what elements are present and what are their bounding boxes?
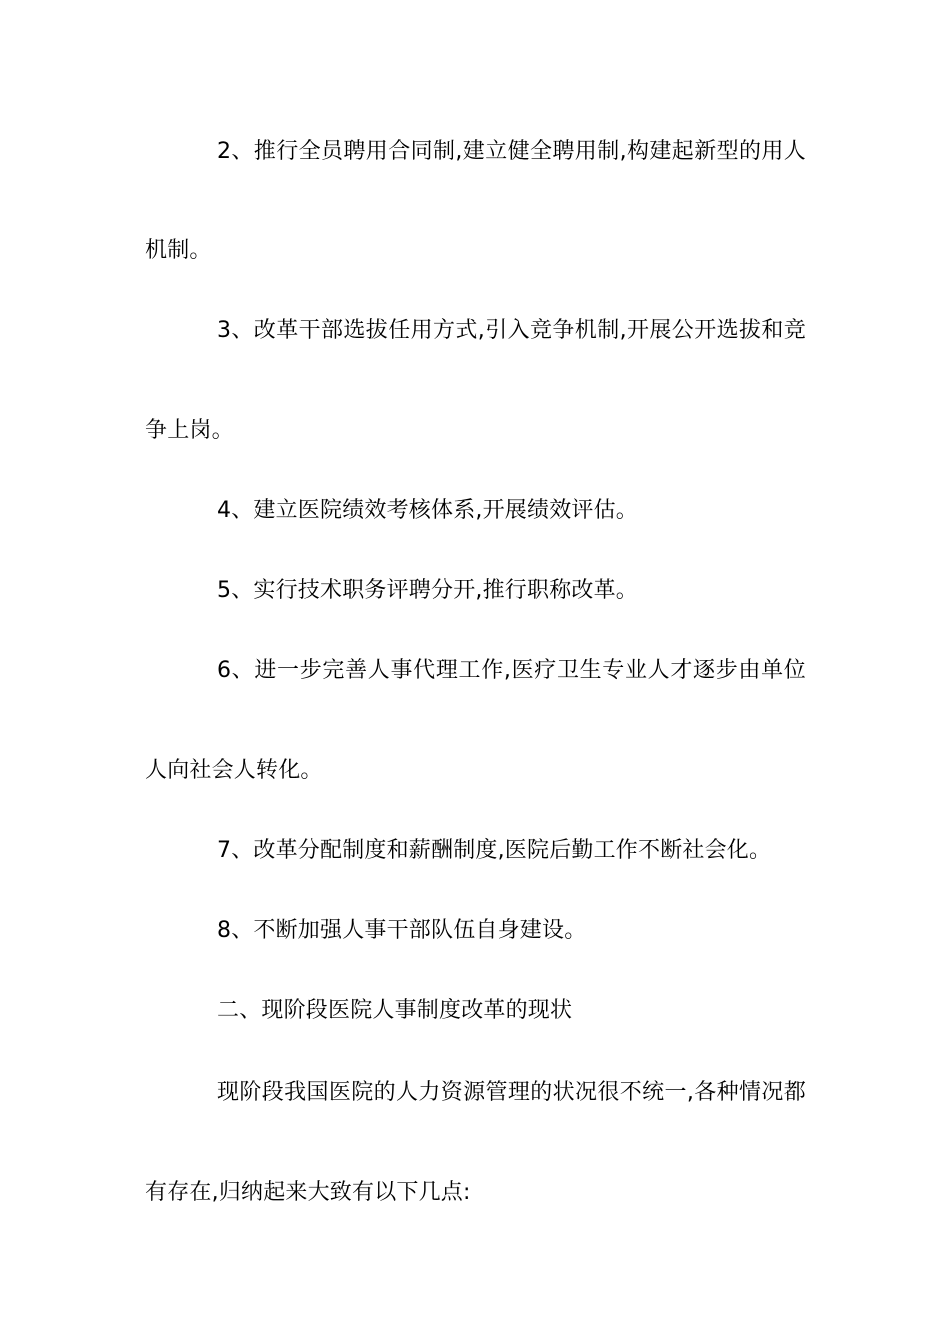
paragraph-body-line-1: 现阶段我国医院的人力资源管理的状况很不统一,各种情况都 (217, 1080, 806, 1105)
section-heading: 二、现阶段医院人事制度改革的现状 (217, 998, 573, 1023)
paragraph-item-3-line-2: 争上岗。 (145, 418, 234, 443)
paragraph-body-line-2: 有存在,归纳起来大致有以下几点: (145, 1180, 471, 1205)
paragraph-item-3-line-1: 3、改革干部选拔任用方式,引入竞争机制,开展公开选拔和竞 (217, 318, 806, 343)
paragraph-item-5: 5、实行技术职务评聘分开,推行职称改革。 (217, 578, 638, 603)
paragraph-item-6-line-2: 人向社会人转化。 (145, 758, 323, 783)
paragraph-item-8: 8、不断加强人事干部队伍自身建设。 (217, 918, 587, 943)
paragraph-item-2-line-1: 2、推行全员聘用合同制,建立健全聘用制,构建起新型的用人 (217, 139, 806, 164)
paragraph-item-7: 7、改革分配制度和薪酬制度,医院后勤工作不断社会化。 (217, 838, 772, 863)
paragraph-item-2-line-2: 机制。 (145, 238, 212, 263)
paragraph-item-6-line-1: 6、进一步完善人事代理工作,医疗卫生专业人才逐步由单位 (217, 658, 806, 683)
paragraph-item-4: 4、建立医院绩效考核体系,开展绩效评估。 (217, 498, 638, 523)
